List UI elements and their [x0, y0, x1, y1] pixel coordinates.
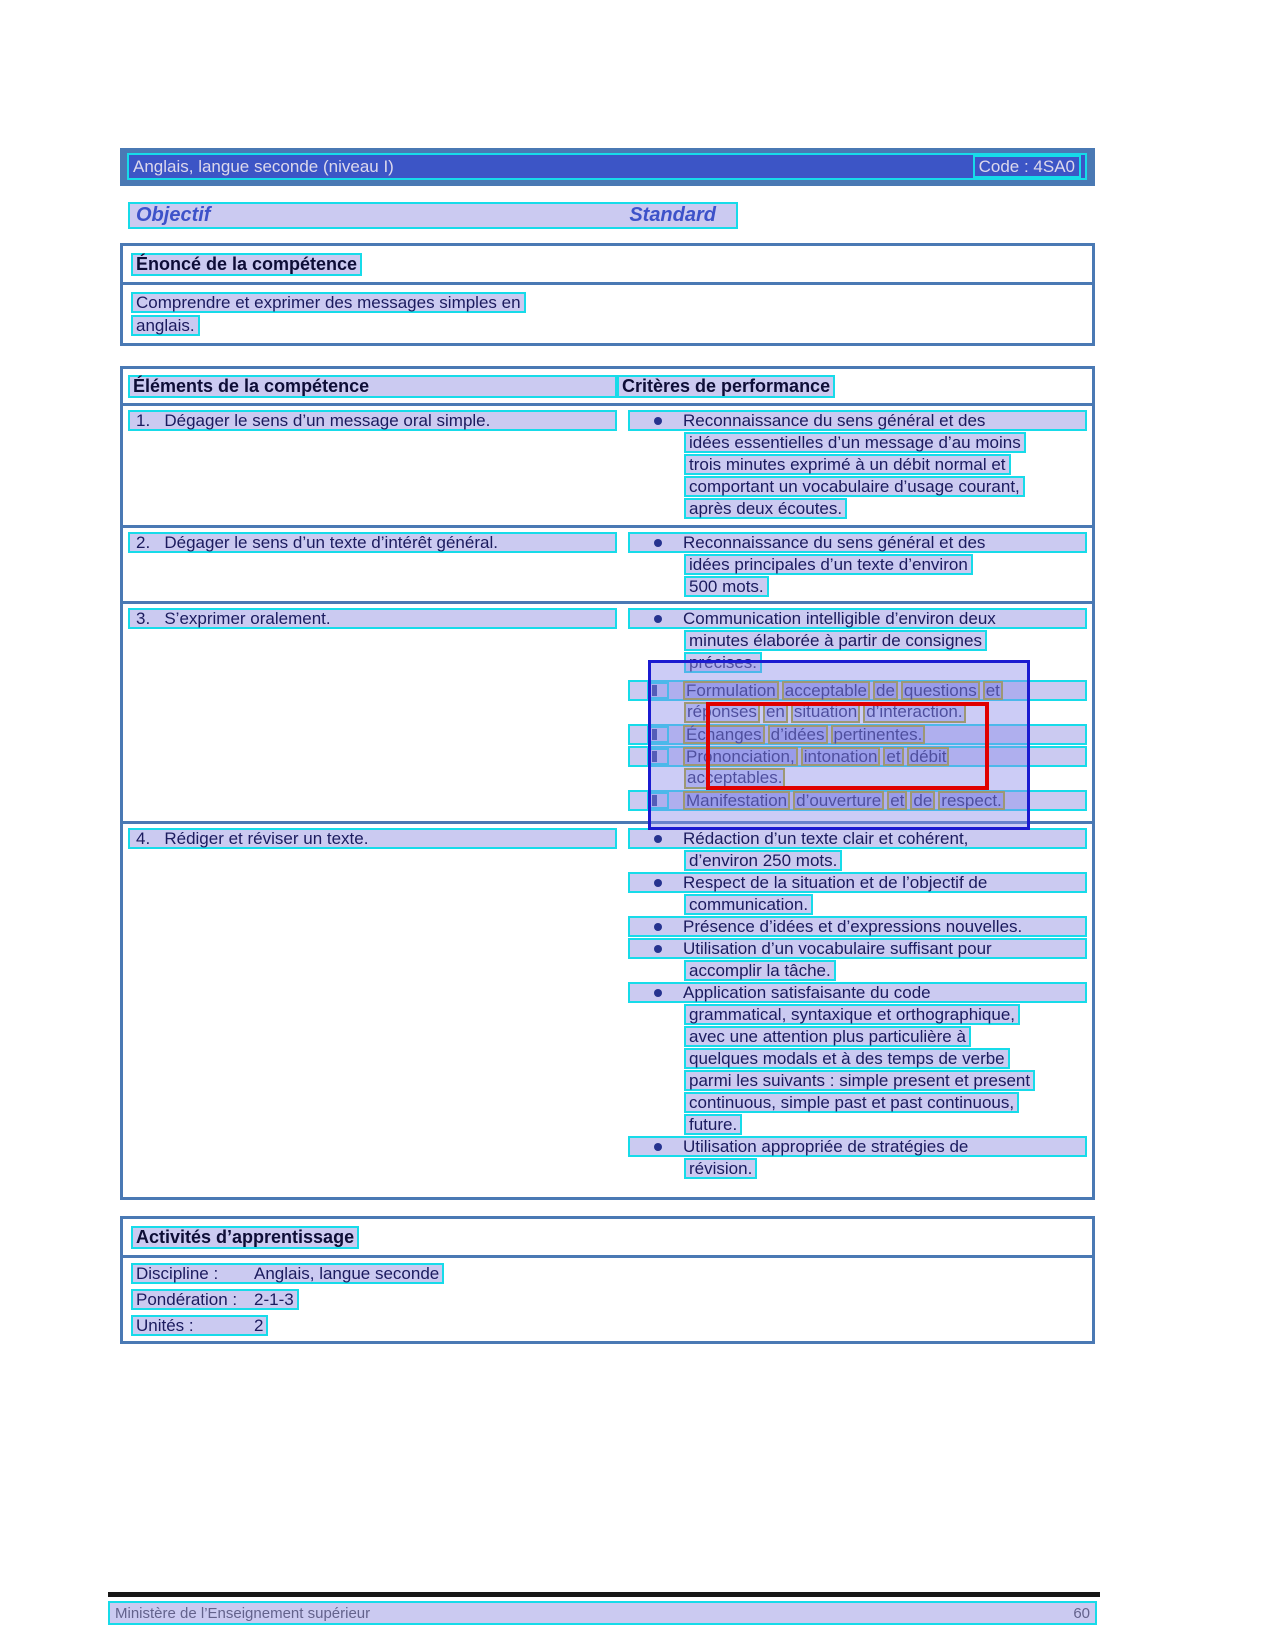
header-title: Anglais, langue seconde (niveau I)	[133, 156, 394, 176]
overlay-bullet-icon	[633, 682, 683, 699]
criteria-text: Utilisation d’un vocabulaire suffisant pour	[683, 939, 992, 958]
bullet-icon	[633, 835, 683, 843]
footer-ministry: Ministère de l’Enseignement supérieur	[115, 1604, 371, 1622]
activites-fields	[123, 1258, 1092, 1336]
table-row	[123, 406, 1092, 528]
activites-heading-row	[123, 1219, 1092, 1258]
bullet-icon	[633, 923, 683, 931]
enonce-heading-row	[123, 246, 1092, 285]
criteria-line	[628, 532, 1087, 553]
criteria-line: acceptables.	[684, 768, 1087, 789]
criteria-line: minutes élaborée à partir de consignes	[684, 630, 987, 651]
table-col2-header: Critères de performance	[617, 375, 835, 398]
element-text: 1. Dégager le sens d’un message oral simple.	[128, 410, 617, 431]
field-value: Anglais, langue seconde	[254, 1264, 440, 1283]
header-code: Code : 4SA0	[973, 155, 1081, 178]
subheader-standard: Standard	[629, 204, 716, 226]
criteria-text: Manifestation d’ouverture et de respect.	[683, 792, 1082, 809]
footer-rule	[108, 1592, 1100, 1597]
criteria-cell	[628, 828, 1087, 1180]
bullet-item	[628, 532, 1087, 597]
criteria-line: comportant un vocabulaire d’usage courant,	[684, 476, 1025, 497]
header-strip	[127, 153, 1087, 180]
element-text: 4. Rédiger et réviser un texte.	[128, 828, 617, 849]
overlay-bullet-icon	[633, 748, 683, 765]
criteria-line: d’environ 250 mots.	[684, 850, 842, 871]
table-row	[123, 824, 1092, 1197]
element-text: 3. S’exprimer oralement.	[128, 608, 617, 629]
element-cell	[128, 532, 617, 553]
criteria-cell	[628, 410, 1087, 520]
bullet-item	[628, 982, 1087, 1135]
field-value: 2	[254, 1316, 264, 1335]
table-header-row	[123, 369, 1092, 406]
criteria-line: réponses en situation d’interaction.	[684, 702, 1087, 723]
criteria-line: parmi les suivants : simple present et present	[684, 1070, 1035, 1091]
footer-page-number: 60	[1073, 1604, 1090, 1622]
bullet-icon	[633, 539, 683, 547]
criteria-cell	[628, 608, 1087, 812]
field-row	[131, 1289, 1092, 1310]
field-label: Unités :	[136, 1316, 194, 1335]
criteria-text: Communication intelligible d’environ deux	[683, 609, 996, 628]
criteria-line	[628, 410, 1087, 431]
criteria-line	[628, 724, 1087, 745]
criteria-text: Respect de la situation et de l’objectif de	[683, 873, 988, 892]
enonce-section	[120, 243, 1095, 346]
criteria-text: Présence d’idées et d’expressions nouvelles.	[683, 917, 1023, 936]
element-cell	[128, 410, 617, 431]
subheader-objectif: Objectif	[136, 204, 211, 226]
criteria-text: Reconnaissance du sens général et des	[683, 533, 986, 552]
bullet-item	[628, 1136, 1087, 1179]
criteria-line: future.	[684, 1114, 742, 1135]
criteria-line	[628, 680, 1087, 701]
footer-bar	[108, 1601, 1097, 1625]
criteria-line	[628, 916, 1087, 937]
field-value: 2-1-3	[254, 1290, 294, 1309]
criteria-line	[628, 746, 1087, 767]
criteria-line: précises.	[684, 652, 762, 673]
bullet-item	[628, 410, 1087, 519]
criteria-line: quelques modals et à des temps de verbe	[684, 1048, 1010, 1069]
criteria-line: trois minutes exprimé à un débit normal et	[684, 454, 1011, 475]
element-text: 2. Dégager le sens d’un texte d’intérêt général.	[128, 532, 617, 553]
criteria-line: continuous, simple past et past continuous,	[684, 1092, 1019, 1113]
overlay-bullet-icon	[633, 792, 683, 809]
table-row	[123, 528, 1092, 604]
enonce-heading: Énoncé de la compétence	[131, 253, 362, 276]
enonce-body-line: anglais.	[131, 315, 200, 336]
bullet-icon	[633, 615, 683, 623]
bullet-icon	[633, 989, 683, 997]
criteria-cell	[628, 532, 1087, 598]
criteria-text: Reconnaissance du sens général et des	[683, 411, 986, 430]
field-row	[131, 1315, 1092, 1336]
field-label: Discipline :	[136, 1264, 219, 1283]
activites-heading: Activités d’apprentissage	[131, 1226, 359, 1249]
criteria-text: Formulation acceptable de questions et	[683, 682, 1082, 699]
element-cell	[128, 828, 617, 849]
criteria-line: idées principales d’un texte d’environ	[684, 554, 973, 575]
competence-table	[120, 366, 1095, 1200]
criteria-line: après deux écoutes.	[684, 498, 847, 519]
criteria-line: accomplir la tâche.	[684, 960, 836, 981]
enonce-body-line: Comprendre et exprimer des messages simples en	[131, 292, 526, 313]
bullet-icon	[633, 1143, 683, 1151]
bullet-item	[628, 916, 1087, 937]
bullet-item	[628, 938, 1087, 981]
activites-section	[120, 1216, 1095, 1344]
field-row	[131, 1263, 1092, 1284]
criteria-line: 500 mots.	[684, 576, 769, 597]
criteria-text: Utilisation appropriée de stratégies de	[683, 1137, 969, 1156]
bullet-item	[628, 724, 1087, 745]
bullet-icon	[633, 879, 683, 887]
subheader-bar	[128, 202, 738, 229]
bullet-item	[628, 680, 1087, 723]
overlay-bullet-icon	[633, 726, 683, 743]
element-cell	[128, 608, 617, 629]
bullet-item	[628, 746, 1087, 789]
criteria-line	[628, 608, 1087, 629]
bullet-item	[628, 790, 1087, 811]
bullet-icon	[633, 417, 683, 425]
bullet-item	[628, 608, 1087, 673]
criteria-line	[628, 938, 1087, 959]
criteria-text: Rédaction d’un texte clair et cohérent,	[683, 829, 969, 848]
field-label: Pondération :	[136, 1290, 238, 1309]
table-col1-header: Éléments de la compétence	[128, 375, 617, 398]
table-row	[123, 604, 1092, 824]
criteria-line	[628, 872, 1087, 893]
enonce-body	[123, 285, 1092, 336]
bullet-item	[628, 828, 1087, 871]
criteria-line: grammatical, syntaxique et orthographique,	[684, 1004, 1020, 1025]
criteria-line: révision.	[684, 1158, 757, 1179]
criteria-text: Échanges d’idées pertinentes.	[683, 726, 1082, 743]
criteria-text: Prononciation, intonation et débit	[683, 748, 1082, 765]
criteria-line	[628, 982, 1087, 1003]
criteria-line: communication.	[684, 894, 813, 915]
criteria-line	[628, 1136, 1087, 1157]
bullet-item	[628, 872, 1087, 915]
criteria-line	[628, 828, 1087, 849]
document-header-bar	[120, 148, 1095, 186]
criteria-line: idées essentielles d’un message d’au moins	[684, 432, 1026, 453]
bullet-icon	[633, 945, 683, 953]
criteria-text: Application satisfaisante du code	[683, 983, 931, 1002]
criteria-line	[628, 790, 1087, 811]
criteria-line: avec une attention plus particulière à	[684, 1026, 971, 1047]
